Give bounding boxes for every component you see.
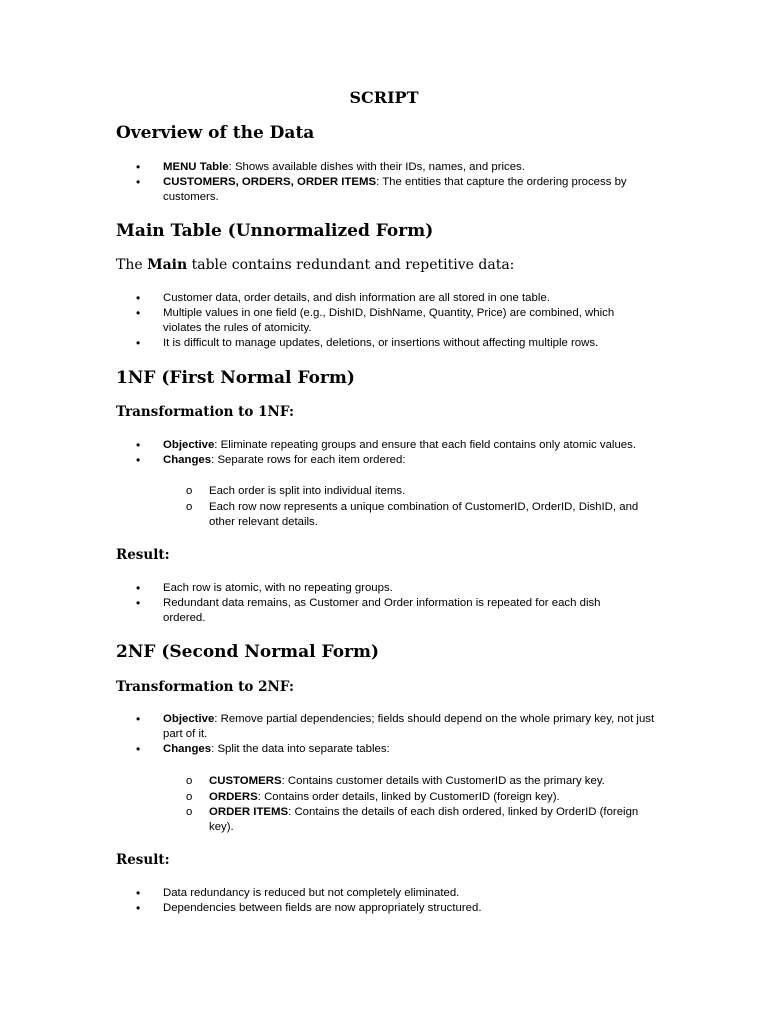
list-item [163, 712, 663, 742]
list-item: Customer data, order details, and dish information are all stored in one table. [163, 292, 550, 304]
item-term: CUSTOMERS, ORDERS, ORDER ITEMS [163, 176, 377, 188]
item-text: : Contains customer details with CustomerID as the primary key. [281, 775, 605, 787]
sub-bullet-glyph: o [186, 501, 193, 513]
sub-bullet-glyph: o [186, 485, 193, 497]
item-term: CUSTOMERS [209, 775, 282, 787]
item-term: ORDER ITEMS [209, 806, 289, 818]
heading-2nf: 2NF (Second Normal Form) [116, 642, 380, 662]
list-item: Multiple values in one field (e.g., DishID, DishName, Quantity, Price) are combined, which violates the rules of atomicity. [163, 307, 615, 334]
bullet-glyph: • [136, 291, 141, 305]
heading-transformation-1nf: Transformation to 1NF: [116, 404, 294, 420]
list-item: It is difficult to manage updates, deletions, or insertions without affecting multiple rows. [163, 337, 599, 349]
bullet-glyph: • [136, 175, 141, 189]
intro-text: The [116, 257, 148, 273]
heading-1nf: 1NF (First Normal Form) [116, 368, 355, 388]
item-text: : The entities that capture the ordering process by customers. [163, 176, 627, 203]
item-term: ORDERS [209, 791, 258, 803]
list-item: Each row is atomic, with no repeating groups. [163, 582, 393, 594]
bullet-glyph: • [136, 901, 141, 915]
item-term: Objective [163, 439, 215, 451]
bullet-glyph: • [136, 306, 141, 320]
list-item [163, 742, 663, 757]
heading-result-2nf: Result: [116, 852, 170, 868]
item-text: : Contains the details of each dish ordered, linked by OrderID (foreign key). [209, 806, 639, 833]
sub-list-item [209, 805, 659, 835]
sub-list-item: Each row now represents a unique combination of CustomerID, OrderID, DishID, and other relevant details. [209, 501, 639, 528]
heading-result-1nf: Result: [116, 547, 170, 563]
sub-list-item: Each order is split into individual items. [209, 485, 406, 497]
sub-bullet-glyph: o [186, 775, 193, 787]
heading-overview: Overview of the Data [116, 123, 315, 143]
sub-list-item [209, 790, 659, 805]
sub-bullet-glyph: o [186, 791, 193, 803]
list-item [163, 453, 663, 468]
item-text: : Contains order details, linked by CustomerID (foreign key). [257, 791, 560, 803]
bullet-glyph: • [136, 453, 141, 467]
list-item [163, 438, 663, 453]
bullet-glyph: • [136, 160, 141, 174]
list-item: Dependencies between fields are now appropriately structured. [163, 902, 482, 914]
bullet-glyph: • [136, 886, 141, 900]
bullet-glyph: • [136, 438, 141, 452]
list-item: Data redundancy is reduced but not completely eliminated. [163, 887, 460, 899]
item-term: Objective [163, 713, 215, 725]
item-term: Changes [163, 743, 212, 755]
item-text: : Shows available dishes with their IDs, names, and prices. [228, 161, 525, 173]
item-term: Changes [163, 454, 212, 466]
document-title: SCRIPT [349, 88, 419, 107]
heading-main-table: Main Table (Unnormalized Form) [116, 221, 434, 241]
intro-text: table contains redundant and repetitive data: [187, 257, 515, 273]
main-table-intro [116, 257, 514, 273]
item-text: : Eliminate repeating groups and ensure that each field contains only atomic values. [214, 439, 636, 451]
list-item [163, 160, 663, 175]
list-item: Redundant data remains, as Customer and Order information is repeated for each dish ordered. [163, 597, 601, 624]
sub-bullet-glyph: o [186, 806, 193, 818]
item-text: : Separate rows for each item ordered: [211, 454, 406, 466]
sub-list-item [209, 774, 659, 789]
item-term: MENU Table [163, 161, 229, 173]
item-text: : Split the data into separate tables: [211, 743, 390, 755]
list-item [163, 175, 633, 205]
bullet-glyph: • [136, 712, 141, 726]
bullet-glyph: • [136, 596, 141, 610]
intro-bold: Main [147, 257, 188, 273]
heading-transformation-2nf: Transformation to 2NF: [116, 679, 294, 695]
bullet-glyph: • [136, 742, 141, 756]
item-text: : Remove partial dependencies; fields should depend on the whole primary key, not just part of it. [163, 713, 655, 740]
bullet-glyph: • [136, 336, 141, 350]
bullet-glyph: • [136, 581, 141, 595]
